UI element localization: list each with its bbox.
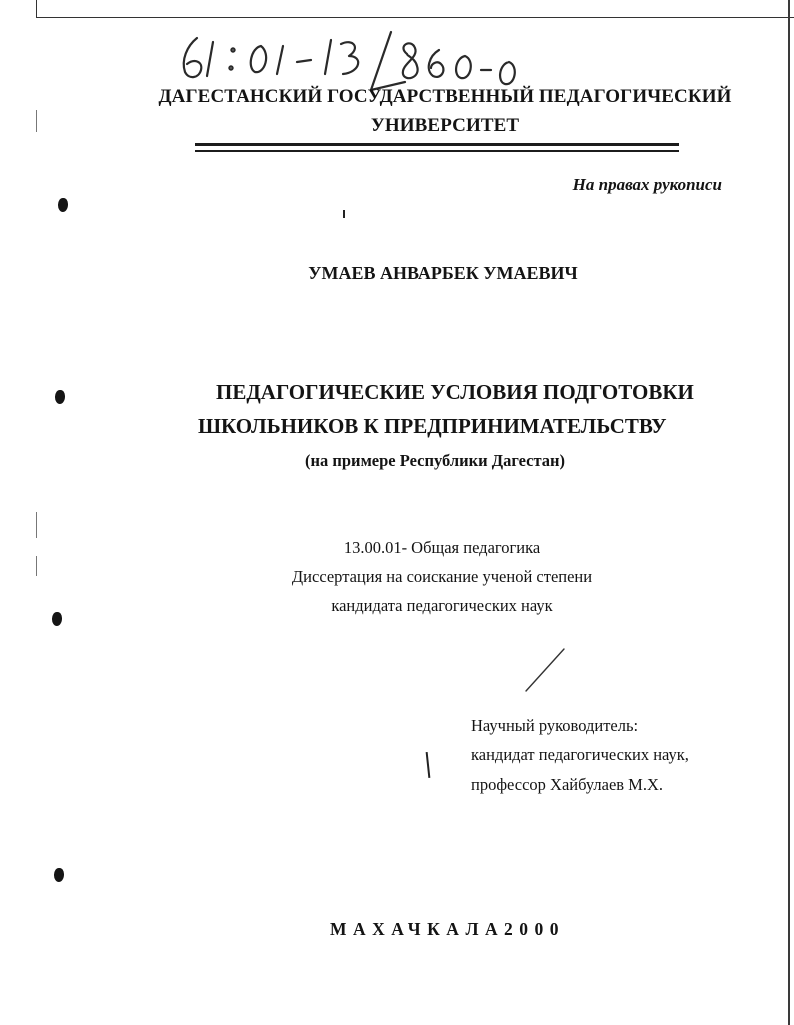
scan-speck [343,210,345,218]
degree-line2: кандидата педагогических наук [331,596,553,615]
supervisor-degree: кандидат педагогических наук, [471,745,689,764]
scan-frame-right [788,0,790,1025]
dissertation-subtitle: (на примере Республики Дагестан) [305,451,566,470]
header-rule-thin [195,150,679,152]
punch-hole [54,868,64,882]
supervisor-name: профессор Хайбулаев М.Х. [471,775,664,794]
author-name: УМАЕВ АНВАРБЕК УМАЕВИЧ [308,263,578,283]
year: 2000 [504,919,565,939]
pen-stroke [520,645,570,695]
scan-tick [36,556,37,576]
degree-line1: Диссертация на соискание ученой степени [291,567,593,586]
university-name-line2: УНИВЕРСИТЕТ [370,115,520,136]
punch-hole [55,390,65,404]
city: МАХАЧКАЛА [330,919,505,939]
scan-frame-top [36,0,794,18]
specialty-code: 13.00.01- Общая педагогика [343,538,541,557]
dissertation-title-line1: ПЕДАГОГИЧЕСКИЕ УСЛОВИЯ ПОДГОТОВКИ [216,380,694,404]
university-name-line1: ДАГЕСТАНСКИЙ ГОСУДАРСТВЕННЫЙ ПЕДАГОГИЧЕСКИЙ [158,86,732,107]
header-rule-thick [195,143,679,146]
manuscript-rights: На правах рукописи [572,175,722,194]
scan-tick [36,110,37,132]
supervisor-label: Научный руководитель: [471,716,639,735]
scan-tick [36,512,37,538]
dissertation-title-line2: ШКОЛЬНИКОВ К ПРЕДПРИНИМАТЕЛЬСТВУ [198,414,667,438]
punch-hole [58,198,68,212]
scan-speck [426,752,430,778]
